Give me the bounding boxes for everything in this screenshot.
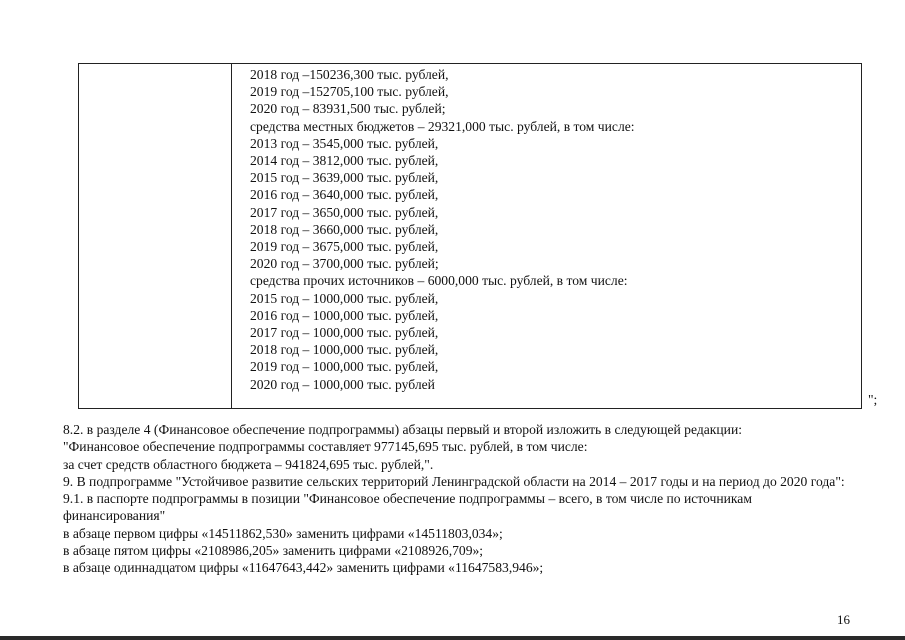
funding-line: 2018 год – 1000,000 тыс. рублей,: [250, 342, 439, 358]
funding-line: средства местных бюджетов – 29321,000 тыс. рублей, в том числе:: [250, 118, 635, 134]
paragraph-section-9: 9. В подпрограмме "Устойчивое развитие сельских территорий Ленинградской области на 2014 – 2017 годы и на период до 2020 года":: [63, 473, 845, 489]
funding-line: 2015 год – 1000,000 тыс. рублей,: [250, 290, 439, 306]
closing-quote-mark: ";: [868, 392, 878, 407]
amendment-text: [63, 421, 853, 577]
paragraph-section-9-1: 9.1. в паспорте подпрограммы в позиции "Финансовое обеспечение подпрограммы – всего, в том числе по источникам финансирования": [63, 491, 752, 524]
paragraph-replace-eleventh: в абзаце одиннадцатом цифры «11647643,442» заменить цифрами «11647583,946»;: [63, 560, 544, 576]
funding-line: 2019 год –152705,100 тыс. рублей,: [250, 84, 449, 100]
page-number: 16: [837, 612, 850, 627]
funding-line: средства прочих источников – 6000,000 тыс. рублей, в том числе:: [250, 273, 628, 289]
funding-line: 2019 год – 1000,000 тыс. рублей,: [250, 359, 439, 375]
paragraph-section-8-2: 8.2. в разделе 4 (Финансовое обеспечение подпрограммы) абзацы первый и второй изложить в следующей редакции:: [63, 422, 742, 437]
table-column-divider: [231, 64, 232, 408]
funding-line: 2020 год – 1000,000 тыс. рублей: [250, 376, 435, 392]
scan-bottom-edge: [0, 636, 905, 640]
funding-line: 2016 год – 1000,000 тыс. рублей,: [250, 307, 439, 323]
funding-line: 2017 год – 3650,000 тыс. рублей,: [250, 204, 439, 220]
funding-line: 2016 год – 3640,000 тыс. рублей,: [250, 187, 439, 203]
funding-line: 2020 год – 83931,500 тыс. рублей;: [250, 101, 446, 117]
funding-line: 2014 год – 3812,000 тыс. рублей,: [250, 153, 439, 169]
paragraph-replace-first: в абзаце первом цифры «14511862,530» заменить цифрами «14511803,034»;: [63, 525, 503, 541]
funding-line: 2019 год – 3675,000 тыс. рублей,: [250, 239, 439, 255]
funding-line: 2015 год – 3639,000 тыс. рублей,: [250, 170, 439, 186]
paragraph-replace-fifth: в абзаце пятом цифры «2108986,205» заменить цифрами «2108926,709»;: [63, 543, 484, 559]
paragraph-regional-budget: за счет средств областного бюджета – 941824,695 тыс. рублей,".: [63, 456, 434, 472]
funding-line: 2018 год –150236,300 тыс. рублей,: [250, 67, 449, 82]
funding-line: 2017 год – 1000,000 тыс. рублей,: [250, 325, 439, 341]
paragraph-financing-total: "Финансовое обеспечение подпрограммы составляет 977145,695 тыс. рублей, в том числе:: [63, 439, 588, 455]
funding-line: 2018 год – 3660,000 тыс. рублей,: [250, 221, 439, 237]
funding-lines: [250, 66, 635, 393]
funding-line: 2013 год – 3545,000 тыс. рублей,: [250, 135, 439, 151]
funding-table: [78, 63, 862, 409]
funding-line: 2020 год – 3700,000 тыс. рублей;: [250, 256, 439, 272]
